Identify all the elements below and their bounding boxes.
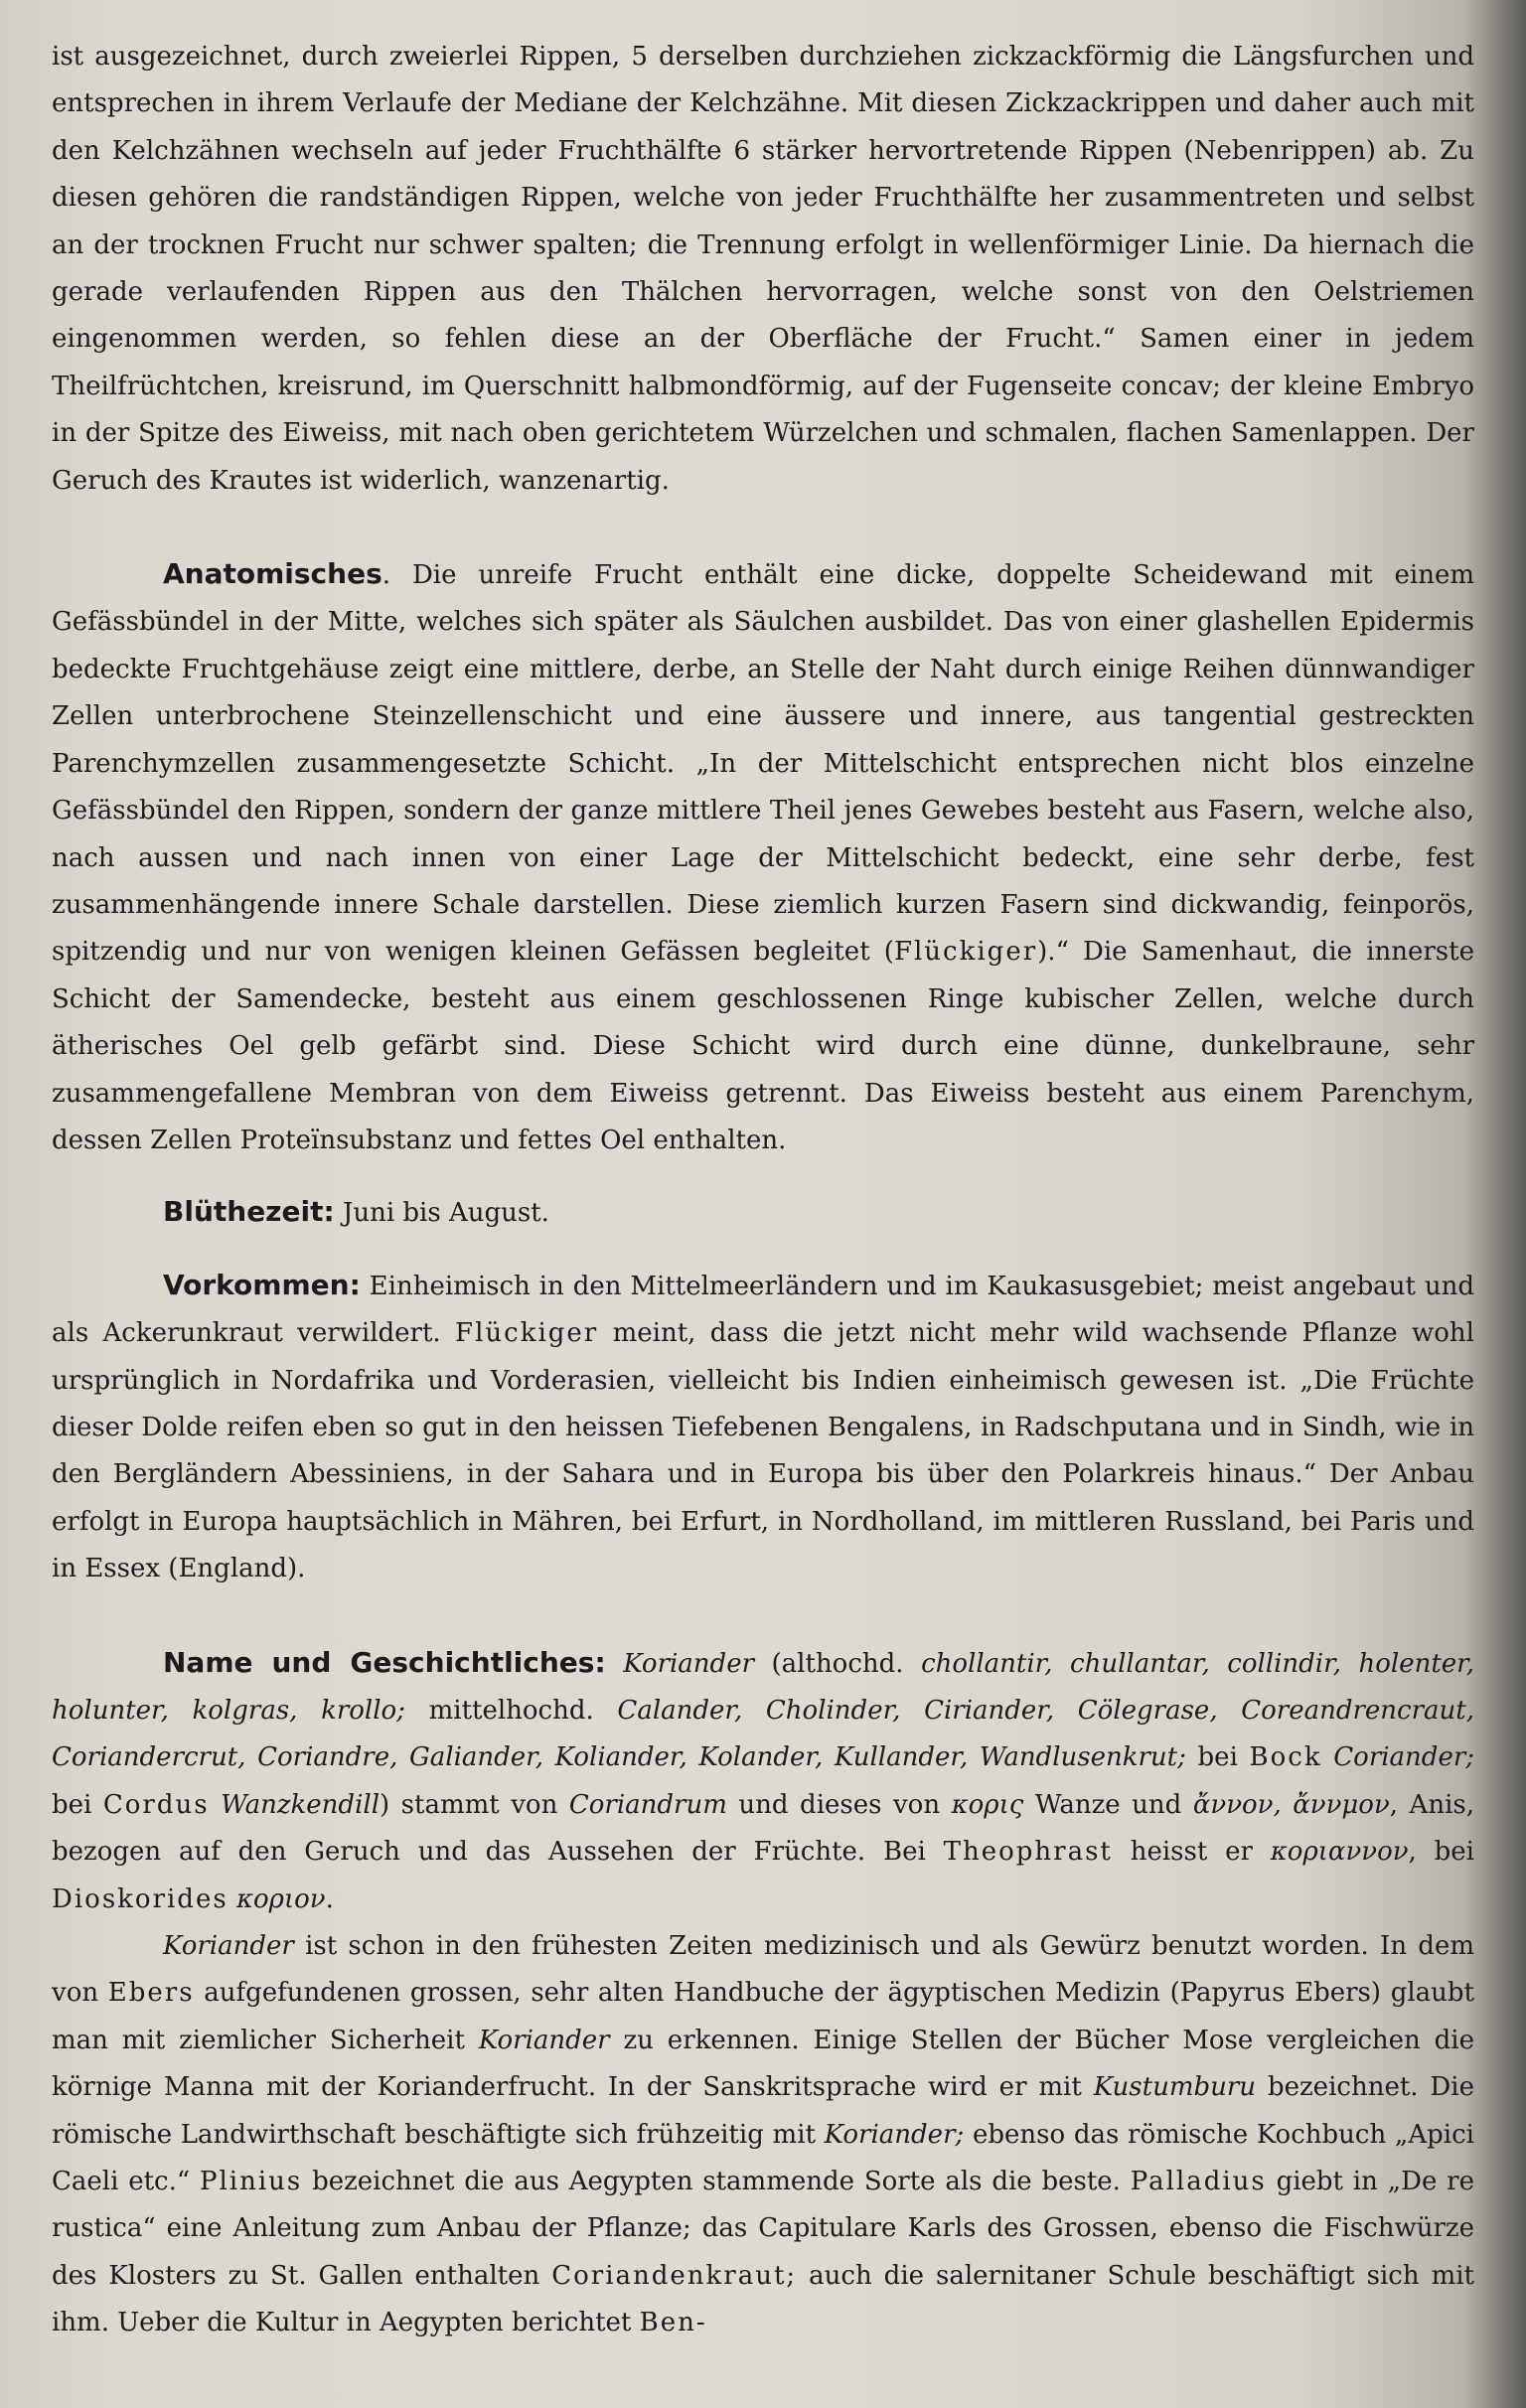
- italic-term: κορις: [951, 1789, 1024, 1820]
- italic-term: Coriandrum: [568, 1789, 727, 1820]
- italic-term: κοριαννον: [1270, 1837, 1409, 1868]
- paragraph: [52, 1262, 1474, 1593]
- text-run: meint, dass die jetzt nicht mehr wild wachsende Pflanze wohl ursprünglich in Nordafrika und Vorderasien, vielleicht bis Indien einheimisch gewesen ist. „Die Früchte dieser Dolde reifen eben so gut in den heissen Tiefebenen Bengalens, in Radschputana und in Sindh, wie in den Bergländern Abessiniens, in der Sahara und in Europa bis über den Polarkreis hinaus.“ Der Anbau erfolgt in Europa hauptsächlich in Mähren, bei Erfurt, in Nordholland, im mittleren Russland, bei Paris und in Essex (England).: [52, 1318, 1474, 1584]
- text-run: ebenso das römische Kochbuch „Apici Caeli etc.“: [52, 2119, 1474, 2197]
- text-run: (althochd.: [754, 1648, 922, 1679]
- italic-term: Kustumburu: [1093, 2072, 1257, 2103]
- text-run: ist schon in den frühesten Zeiten medizinisch und als Gewürz benutzt worden. In dem von: [52, 1931, 1474, 2009]
- text-run: aufgefundenen grossen, sehr alten Handbuche der ägyptischen Medizin (Papyrus Ebers) glaubt man mit ziemlicher Sicherheit: [52, 1978, 1474, 2055]
- italic-term: Koriander;: [824, 2119, 965, 2150]
- spaced-name: Ebers: [107, 1978, 195, 2009]
- section-heading: Blüthezeit:: [163, 1195, 335, 1229]
- text-run: ).“ Die Samenhaut, die innerste Schicht der Samendecke, besteht aus einem geschlossenen Ringe kubischer Zellen, welche durch ätherisches Oel gelb gefärbt sind. Diese Schicht wird durch eine dünne, dunkelbraune, sehr zusammengefallene Membran von dem Eiweiss getrennt. Das Eiweiss besteht aus einem Parenchym, dessen Zellen Proteïnsubstanz und fettes Oel enthalten.: [52, 937, 1474, 1155]
- paragraph: [52, 1923, 1474, 2347]
- text-run: .: [325, 1883, 334, 1914]
- spaced-name: Flückiger: [455, 1318, 599, 1349]
- section-heading: Name und Geschichtliches:: [163, 1645, 606, 1679]
- page-text-body: [52, 34, 1474, 2347]
- text-run: , bei: [1408, 1837, 1474, 1868]
- text-run: zu erkennen. Einige Stellen der Bücher Mose vergleichen die körnige Manna mit der Korianderfrucht. In der Sanskritsprache wird er mit: [52, 2025, 1474, 2103]
- spaced-name: Theophrast: [943, 1837, 1113, 1868]
- paragraph: [52, 34, 1474, 505]
- text-run: [606, 1649, 624, 1679]
- text-run: mittelhochd.: [404, 1696, 618, 1726]
- text-run: bei: [1185, 1742, 1250, 1773]
- text-run: Einheimisch in den Mittelmeerländern und im Kaukasusgebiet; meist angebaut und als Ackerunkraut verwildert.: [52, 1271, 1474, 1349]
- text-run: auch die salernitaner Schule beschäftigt sich mit ihm. Ueber die Kultur in Aegypten berichtet: [52, 2260, 1474, 2338]
- spaced-name: Flückiger: [893, 937, 1038, 968]
- paragraph: [52, 1188, 1474, 1237]
- text-run: ist ausgezeichnet, durch zweierlei Rippen, 5 derselben durchziehen zickzackförmig die Längsfurchen und entsprechen in ihrem Verlaufe der Mediane der Kelchzähne. Mit diesen Zickzackrippen und daher auch mit den Kelchzähnen wechseln auf jeder Fruchthälfte 6 stärker hervortretende Rippen (Nebenrippen) ab. Zu diesen gehören die randständigen Rippen, welche von jeder Fruchthälfte her zusammentreten und selbst an der trocknen Frucht nur schwer spalten; die Trennung erfolgt in wellenförmiger Linie. Da hiernach die gerade verlaufenden Rippen aus den Thälchen hervorragen, welche sonst von den Oelstriemen eingenommen werden, so fehlen diese an der Oberfläche der Frucht.“ Samen einer in jedem Theilfrüchtchen, kreisrund, im Querschnitt halbmondförmig, auf der Fugenseite concav; der kleine Embryo in der Spitze des Eiweiss, mit nach oben gerichtetem Würzelchen und schmalen, flachen Samenlappen. Der Geruch des Krautes ist widerlich, wanzenartig.: [52, 42, 1474, 496]
- italic-term: Koriander: [478, 2025, 610, 2055]
- text-run: ) stammt von: [380, 1789, 569, 1820]
- text-run: . Die unreife Frucht enthält eine dicke, doppelte Scheidewand mit einem Gefässbündel in der Mitte, welches sich später als Säulchen ausbildet. Das von einer glashellen Epidermis bedeckte Fruchtgehäuse zeigt eine mittlere, derbe, an Stelle der Naht durch einige Reihen dünnwandiger Zellen unterbrochene Steinzellenschicht und eine äussere und innere, aus tangential gestreckten Parenchymzellen zusammengesetzte Schicht. „In der Mittelschicht entsprechen nicht blos einzelne Gefässbündel den Rippen, sondern der ganze mittlere Theil jenes Gewebes besteht aus Fasern, welche also, nach aussen und nach innen von einer Lage der Mittelschicht bedeckt, eine sehr derbe, fest zusammenhängende innere Schale darstellen. Diese ziemlich kurzen Fasern sind dickwandig, feinporös, spitzendig und nur von wenigen kleinen Gefässen begleitet (: [52, 560, 1474, 968]
- text-run: Juni bis August.: [334, 1198, 549, 1229]
- text-run: heisst er: [1112, 1837, 1271, 1868]
- text-run: [210, 1790, 222, 1820]
- paragraph: [52, 1639, 1474, 1923]
- text-run: [229, 1884, 236, 1914]
- italic-term: Koriander: [163, 1931, 294, 1962]
- spaced-name: Ben-: [639, 2308, 707, 2338]
- spaced-name: Palladius: [1130, 2167, 1267, 2197]
- text-run: bei: [52, 1789, 103, 1820]
- spaced-name: Bock: [1249, 1742, 1322, 1773]
- text-run: Wanze und: [1023, 1789, 1193, 1820]
- italic-term: κοριον: [235, 1883, 326, 1914]
- italic-term: Koriander: [623, 1648, 755, 1679]
- text-run: bezeichnet. Die römische Landwirthschaft beschäftigte sich frühzeitig mit: [52, 2072, 1474, 2150]
- text-run: giebt in „De re rustica“ eine Anleitung zum Anbau der Pflanze; das Capitulare Karls des Grossen, ebenso die Fischwürze des Klosters zu St. Gallen enthalten: [52, 2167, 1474, 2291]
- italic-term: ἄννον, ἄννμον: [1192, 1789, 1390, 1820]
- spaced-name: Plinius: [199, 2167, 303, 2197]
- italic-term: Coriander;: [1333, 1742, 1475, 1773]
- italic-term: Calander, Cholinder, Ciriander, Cölegrase, Coreandrencraut, Coriandercrut, Coriandre, Galiander, Koliander, Kolander, Kullander, Wandlusenkrut;: [52, 1696, 1474, 1773]
- text-run: und dieses von: [726, 1789, 952, 1820]
- spaced-name: Coriandenkraut;: [551, 2260, 798, 2291]
- text-run: [1322, 1742, 1334, 1772]
- italic-term: chollantir, chullantar, collindir, holenter, holunter, kolgras, krollo;: [52, 1648, 1474, 1726]
- italic-term: Wanzkendill: [221, 1789, 381, 1820]
- spaced-name: Cordus: [102, 1789, 210, 1820]
- paragraph: [52, 550, 1474, 1164]
- spaced-name: Dioskorides: [52, 1883, 229, 1914]
- text-run: , Anis, bezogen auf den Geruch und das Aussehen der Früchte. Bei: [52, 1789, 1474, 1868]
- section-heading: Anatomisches: [163, 557, 382, 591]
- text-run: bezeichnet die aus Aegypten stammende Sorte als die beste.: [302, 2167, 1131, 2197]
- section-heading: Vorkommen:: [163, 1268, 361, 1301]
